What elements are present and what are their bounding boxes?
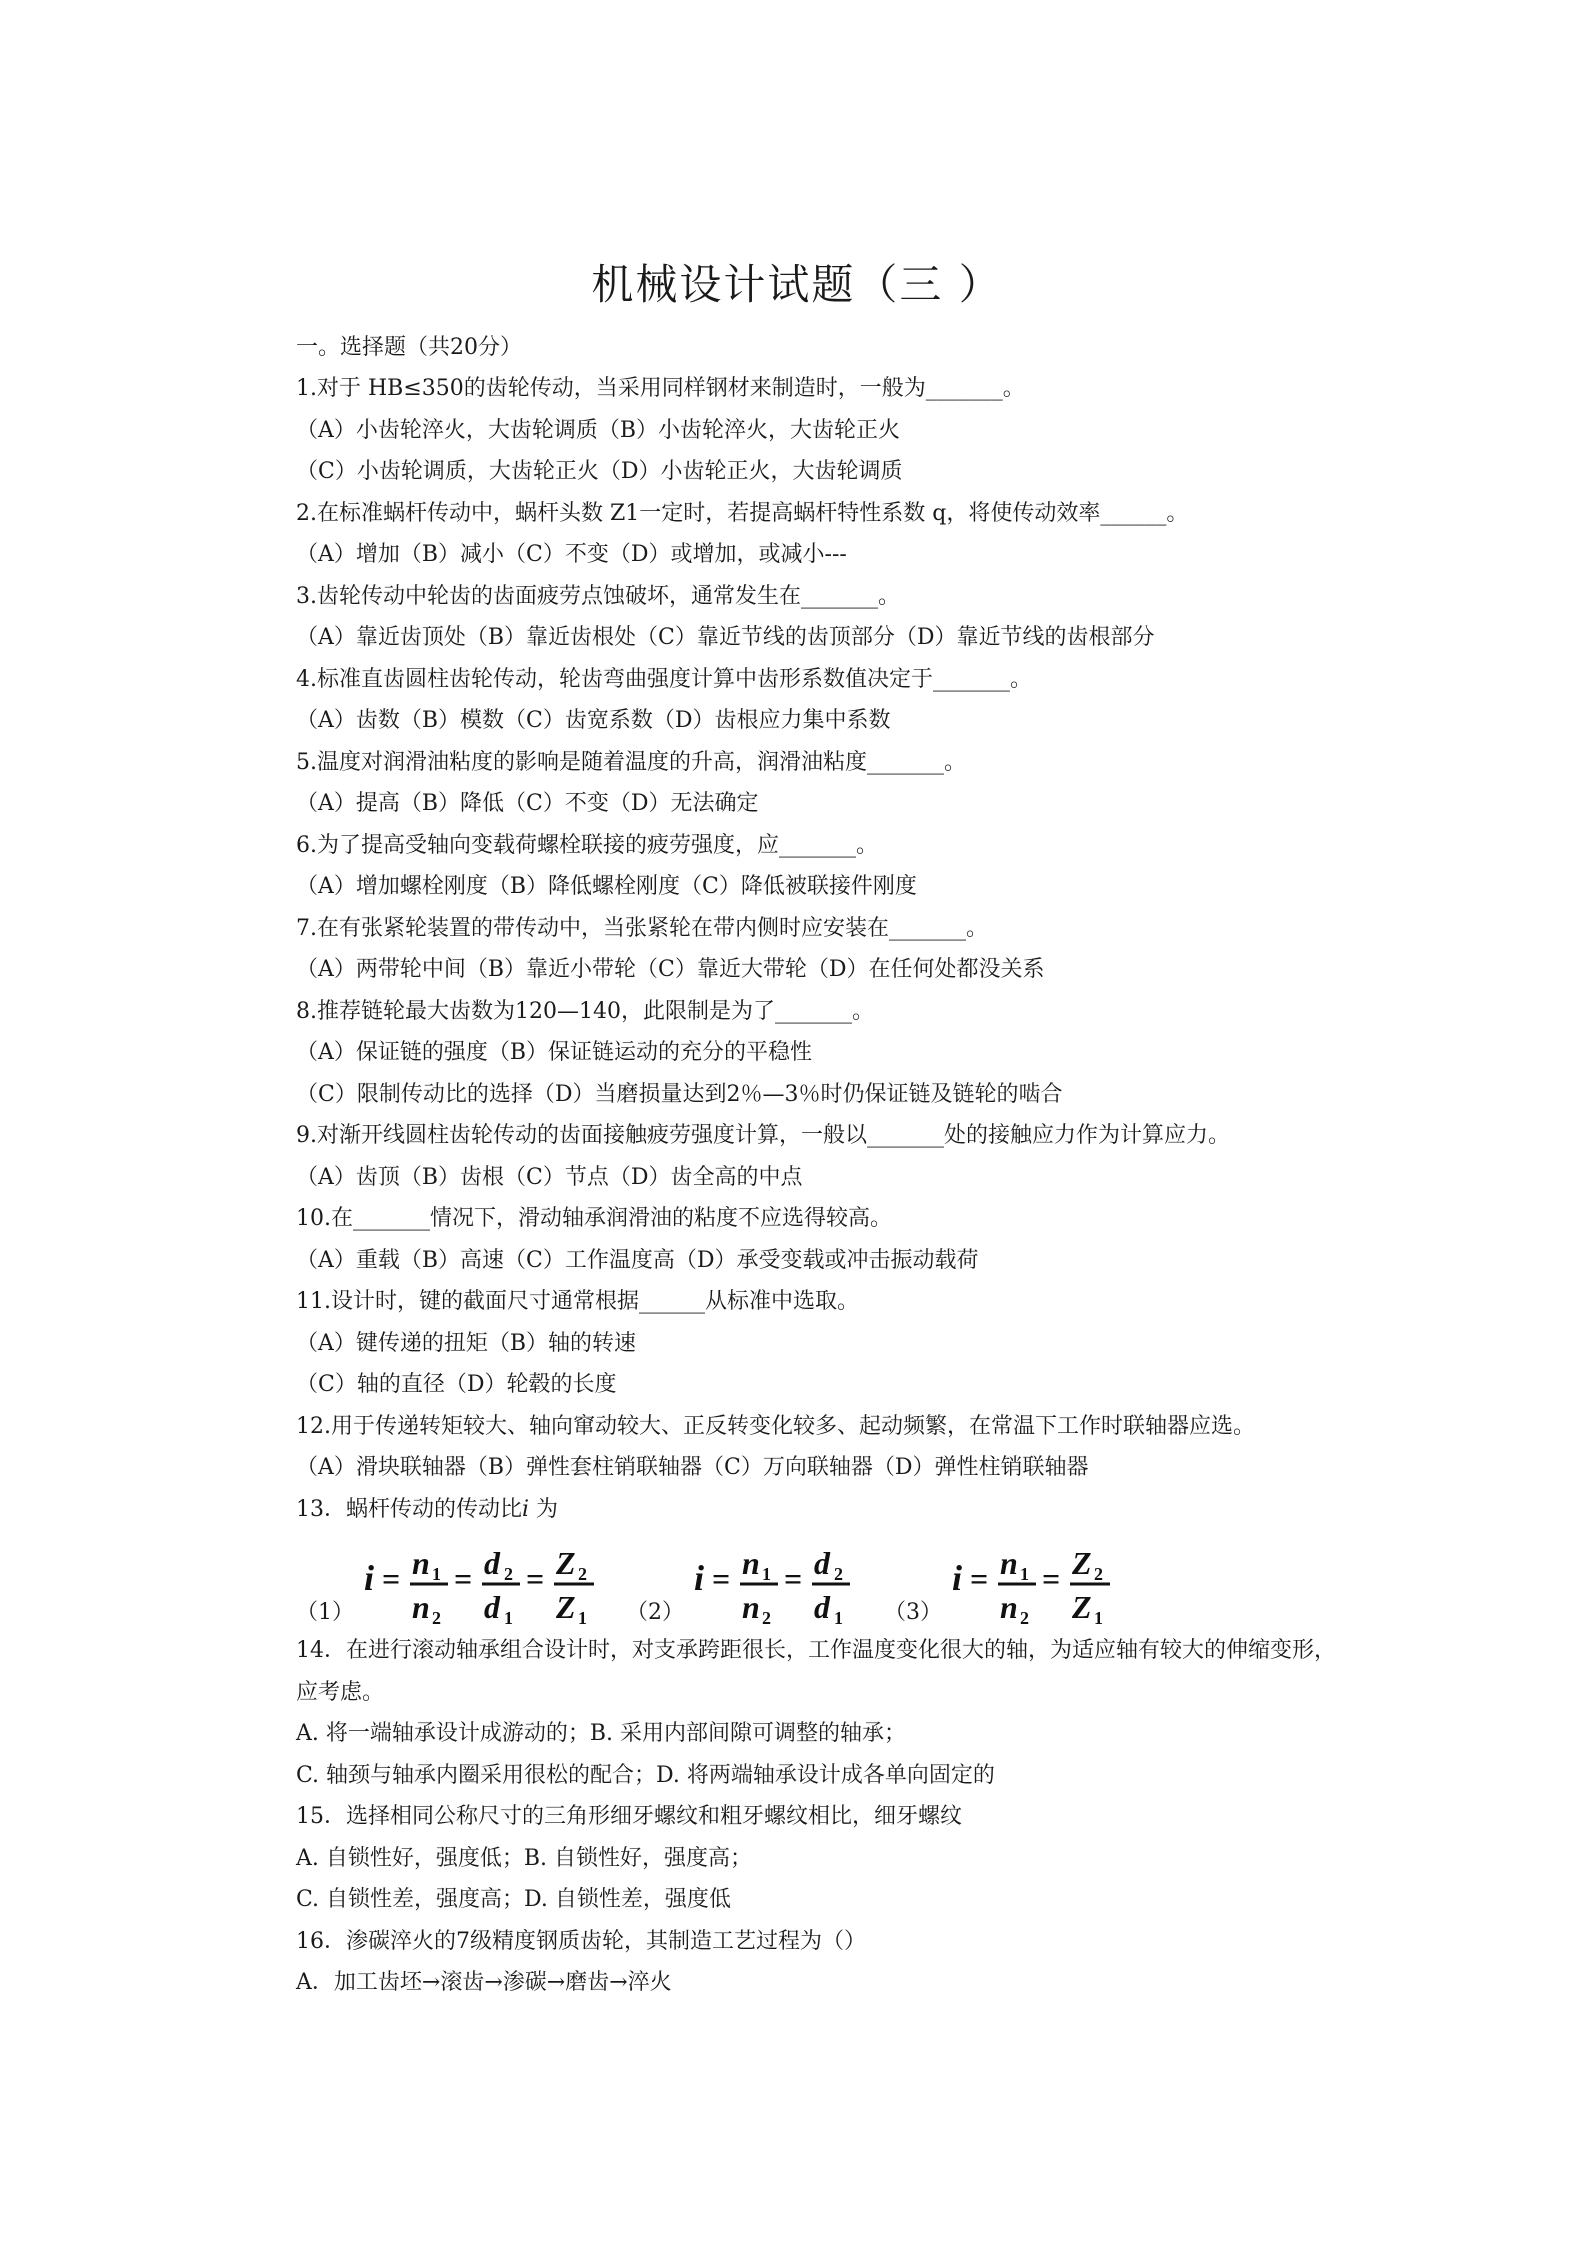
formula-subscript: 1 bbox=[1094, 1608, 1103, 1628]
question-line: 2.在标准蜗杆传动中，蜗杆头数 Z1一定时，若提高蜗杆特性系数 q，将使传动效率______。 bbox=[296, 500, 1189, 526]
formula-subscript: 1 bbox=[1020, 1564, 1029, 1584]
formula-subscript: 1 bbox=[578, 1608, 587, 1628]
question-option: C. 自锁性差，强度高；D. 自锁性差，强度低 bbox=[296, 1887, 731, 1912]
formula-symbol: i bbox=[364, 1558, 375, 1598]
formula-subscript: 2 bbox=[578, 1564, 587, 1584]
question-line: 6.为了提高受轴向变载荷螺栓联接的疲劳强度，应_______。 bbox=[296, 832, 878, 858]
question-line: 12.用于传递转矩较大、轴向窜动较大、正反转变化较多、起动频繁，在常温下工作时联轴器应选。 bbox=[296, 1413, 1255, 1439]
formula-equals: = bbox=[382, 1561, 401, 1597]
formula-option-1 bbox=[296, 1538, 598, 1630]
formula-subscript: 2 bbox=[504, 1564, 513, 1584]
question-line: 15．选择相同公称尺寸的三角形细牙螺纹和粗牙螺纹相比，细牙螺纹 bbox=[296, 1804, 962, 1829]
question-line: 1.对于 HB≤350的齿轮传动，当采用同样钢材来制造时，一般为_______。 bbox=[296, 376, 1025, 401]
question-line: 8.推荐链轮最大齿数为120—140，此限制是为了_______。 bbox=[296, 998, 874, 1024]
formula-subscript: 2 bbox=[1094, 1564, 1103, 1584]
formula-subscript: 2 bbox=[432, 1608, 441, 1628]
formula-symbol: n bbox=[412, 1545, 430, 1581]
question-line: 10.在_______情况下，滑动轴承润滑油的粘度不应选得较高。 bbox=[296, 1206, 892, 1231]
formula-symbol: n bbox=[412, 1589, 430, 1625]
question-option: C. 轴颈与轴承内圈采用很松的配合；D. 将两端轴承设计成各单向固定的 bbox=[296, 1762, 995, 1788]
formula-symbol: n bbox=[1000, 1589, 1018, 1625]
formula-option-3 bbox=[884, 1538, 1116, 1630]
formula-symbol: i bbox=[694, 1558, 705, 1598]
page-title: 机械设计试题（三 ） bbox=[591, 260, 1003, 309]
formula-equals: = bbox=[970, 1561, 989, 1597]
question-line: 7.在有张紧轮装置的带传动中，当张紧轮在带内侧时应安装在_______。 bbox=[296, 915, 988, 941]
question-option: （A）增加（B）减小（C）不变（D）或增加，或减小--- bbox=[296, 542, 847, 567]
question-option: A. 自锁性好，强度低；B. 自锁性好，强度高； bbox=[296, 1845, 753, 1871]
formula-symbol: n bbox=[742, 1589, 760, 1625]
formula-2 bbox=[692, 1538, 856, 1630]
formula-subscript: 1 bbox=[504, 1608, 513, 1628]
formula-3 bbox=[950, 1538, 1116, 1630]
question-line: 9.对渐开线圆柱齿轮传动的齿面接触疲劳强度计算，一般以_______处的接触应力作为计算应力。 bbox=[296, 1123, 1230, 1148]
question-option: （C）轴的直径（D）轮毂的长度 bbox=[296, 1372, 617, 1397]
question-option: （A）键传递的扭矩（B）轴的转速 bbox=[296, 1330, 637, 1356]
formula-equals: = bbox=[454, 1561, 473, 1597]
question-line-13 bbox=[296, 1489, 1356, 1531]
formula-symbol: d bbox=[814, 1589, 830, 1625]
question-option: （A）重载（B）高速（C）工作温度高（D）承受变载或冲击振动载荷 bbox=[296, 1247, 979, 1273]
formula-symbol: n bbox=[1000, 1545, 1018, 1581]
question-option: （A）滑块联轴器（B）弹性套柱销联轴器（C）万向联轴器（D）弹性柱销联轴器 bbox=[296, 1455, 1089, 1480]
formula-symbol: Z bbox=[556, 1589, 576, 1625]
formula-subscript: 1 bbox=[762, 1564, 771, 1584]
formula-symbol: d bbox=[814, 1545, 830, 1581]
question-line: 16．渗碳淬火的7级精度钢质齿轮，其制造工艺过程为（） bbox=[296, 1928, 866, 1954]
formula-equals: = bbox=[712, 1561, 731, 1597]
formula-symbol: Z bbox=[556, 1545, 576, 1581]
formula-label-2: （2） bbox=[626, 1600, 684, 1625]
formula-symbol: d bbox=[484, 1545, 500, 1581]
formula-subscript: 2 bbox=[1020, 1608, 1029, 1628]
formula-row bbox=[296, 1530, 1356, 1630]
q13-var: i bbox=[522, 1496, 530, 1522]
formula-equals: = bbox=[1042, 1561, 1061, 1597]
question-option: A．加工齿坯→滚齿→渗碳→磨齿→淬火 bbox=[296, 1970, 672, 1995]
question-list bbox=[296, 368, 1356, 2004]
q13-prefix: 13．蜗杆传动的传动比 bbox=[296, 1496, 522, 1522]
formula-symbol: Z bbox=[1072, 1589, 1092, 1625]
question-option: （A）齿数（B）模数（C）齿宽系数（D）齿根应力集中系数 bbox=[296, 708, 891, 733]
question-option: （C）小齿轮调质，大齿轮正火（D）小齿轮正火，大齿轮调质 bbox=[296, 459, 903, 484]
question-option: （A）小齿轮淬火，大齿轮调质（B）小齿轮淬火，大齿轮正火 bbox=[296, 417, 901, 443]
formula-symbol: d bbox=[484, 1589, 500, 1625]
formula-option-2 bbox=[626, 1538, 856, 1630]
question-option: （A）两带轮中间（B）靠近小带轮（C）靠近大带轮（D）在任何处都没关系 bbox=[296, 957, 1045, 982]
question-line: 11.设计时，键的截面尺寸通常根据______从标准中选取。 bbox=[296, 1289, 859, 1314]
question-option: （A）增加螺栓刚度（B）降低螺栓刚度（C）降低被联接件刚度 bbox=[296, 874, 917, 899]
question-option: （C）限制传动比的选择（D）当磨损量达到2％—3％时仍保证链及链轮的啮合 bbox=[296, 1081, 1063, 1107]
formula-symbol: i bbox=[952, 1558, 963, 1598]
question-option: （A）齿顶（B）齿根（C）节点（D）齿全高的中点 bbox=[296, 1164, 803, 1190]
question-line-14: 14．在进行滚动轴承组合设计时，对支承跨距很长，工作温度变化很大的轴，为适应轴有较大的伸缩变形，应考虑。 bbox=[296, 1638, 1336, 1705]
formula-1 bbox=[362, 1538, 598, 1630]
formula-symbol: n bbox=[742, 1545, 760, 1581]
question-line: 4.标准直齿圆柱齿轮传动，轮齿弯曲强度计算中齿形系数值决定于_______。 bbox=[296, 666, 1032, 692]
formula-subscript: 1 bbox=[834, 1608, 843, 1628]
question-option: （A）靠近齿顶处（B）靠近齿根处（C）靠近节线的齿顶部分（D）靠近节线的齿根部分 bbox=[296, 625, 1155, 650]
question-line: 5.温度对润滑油粘度的影响是随着温度的升高，润滑油粘度_______。 bbox=[296, 749, 966, 775]
formula-subscript: 2 bbox=[834, 1564, 843, 1584]
formula-symbol: Z bbox=[1072, 1545, 1092, 1581]
question-option: （A）提高（B）降低（C）不变（D）无法确定 bbox=[296, 791, 759, 816]
formula-subscript: 1 bbox=[432, 1564, 441, 1584]
q13-suffix: 为 bbox=[529, 1496, 559, 1522]
formula-equals: = bbox=[784, 1561, 803, 1597]
formula-label-3: （3） bbox=[884, 1600, 942, 1625]
section-heading: 一。选择题（共20分） bbox=[296, 335, 522, 360]
formula-label-1: （1） bbox=[296, 1600, 354, 1625]
question-option: A. 将一端轴承设计成游动的；B. 采用内部间隙可调整的轴承； bbox=[296, 1721, 907, 1746]
question-option: （A）保证链的强度（B）保证链运动的充分的平稳性 bbox=[296, 1040, 813, 1065]
formula-equals: = bbox=[526, 1561, 545, 1597]
question-line: 3.齿轮传动中轮齿的齿面疲劳点蚀破坏，通常发生在_______。 bbox=[296, 583, 900, 609]
formula-subscript: 2 bbox=[762, 1608, 771, 1628]
